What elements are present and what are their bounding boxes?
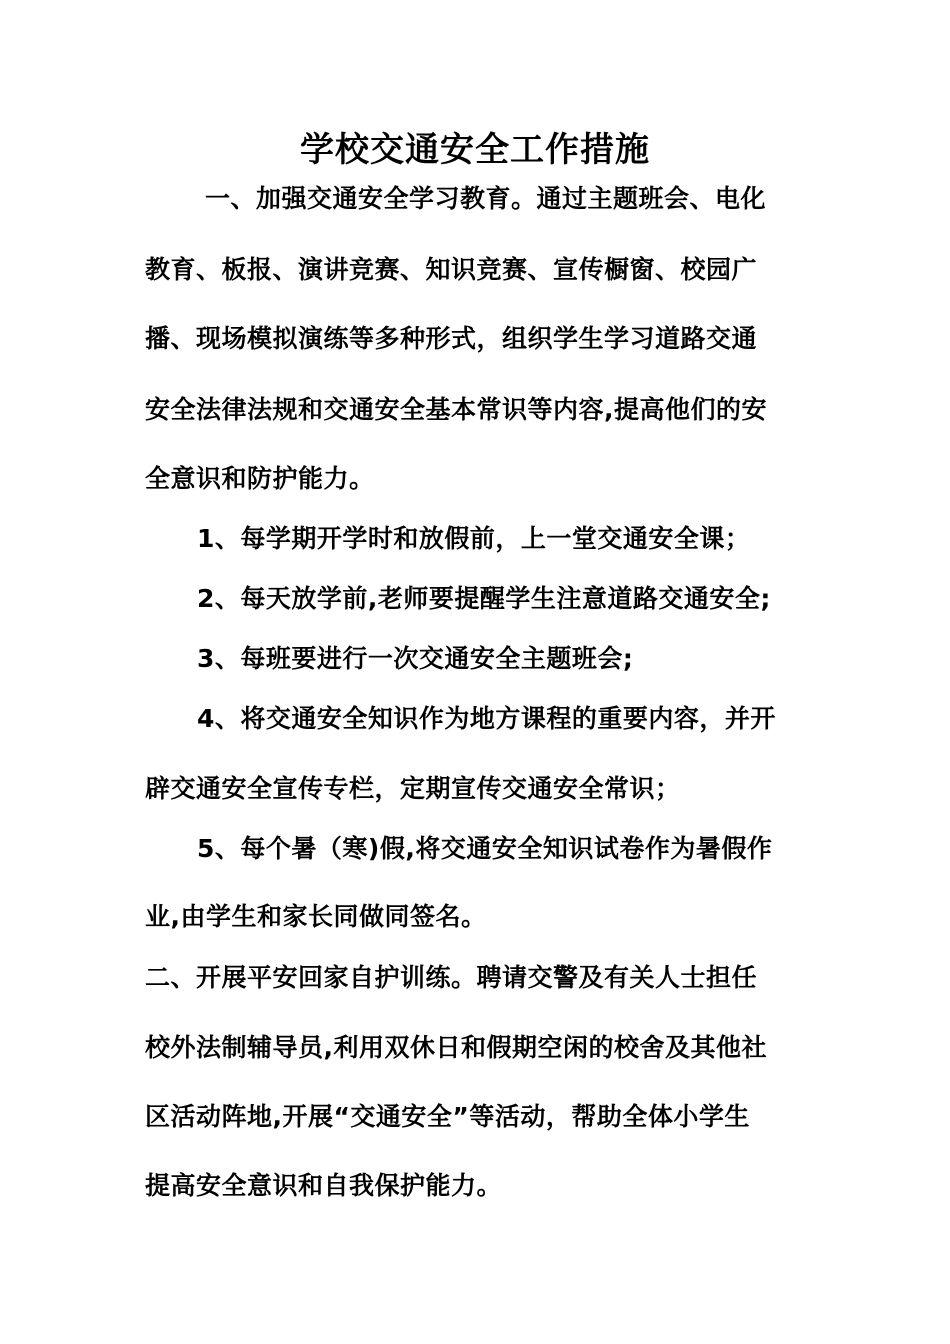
paragraph-line: 安全法律法规和交通安全基本常识等内容,提高他们的安 [145, 395, 767, 424]
paragraph-line: 二、开展平安回家自护训练。聘请交警及有关人士担任 [145, 963, 758, 992]
paragraph-line: 教育、板报、演讲竞赛、知识竞赛、宣传橱窗、校园广 [145, 255, 758, 284]
list-item: 2、每天放学前,老师要提醒学生注意道路交通安全; [197, 584, 771, 613]
list-item: 4、将交通安全知识作为地方课程的重要内容，并开 [197, 704, 776, 733]
paragraph-line: 播、现场模拟演练等多种形式，组织学生学习道路交通 [145, 324, 758, 353]
list-item-continuation: 业,由学生和家长同做同签名。 [145, 902, 487, 931]
page-title: 学校交通安全工作措施 [300, 130, 650, 170]
paragraph-line: 全意识和防护能力。 [145, 464, 375, 493]
paragraph-line: 一、加强交通安全学习教育。通过主题班会、电化 [205, 184, 767, 213]
paragraph-line: 区活动阵地,开展“交通安全”等活动，帮助全体小学生 [145, 1102, 750, 1131]
list-item: 5、每个暑（寒)假,将交通安全知识试卷作为暑假作 [197, 834, 773, 863]
list-item: 1、每学期开学时和放假前，上一堂交通安全课； [197, 524, 751, 553]
list-item: 3、每班要进行一次交通安全主题班会; [197, 644, 634, 673]
paragraph-line: 提高安全意识和自我保护能力。 [145, 1171, 503, 1200]
paragraph-line: 校外法制辅导员,利用双休日和假期空闲的校舍及其他社 [145, 1033, 767, 1062]
list-item-continuation: 辟交通安全宣传专栏，定期宣传交通安全常识； [145, 774, 681, 803]
